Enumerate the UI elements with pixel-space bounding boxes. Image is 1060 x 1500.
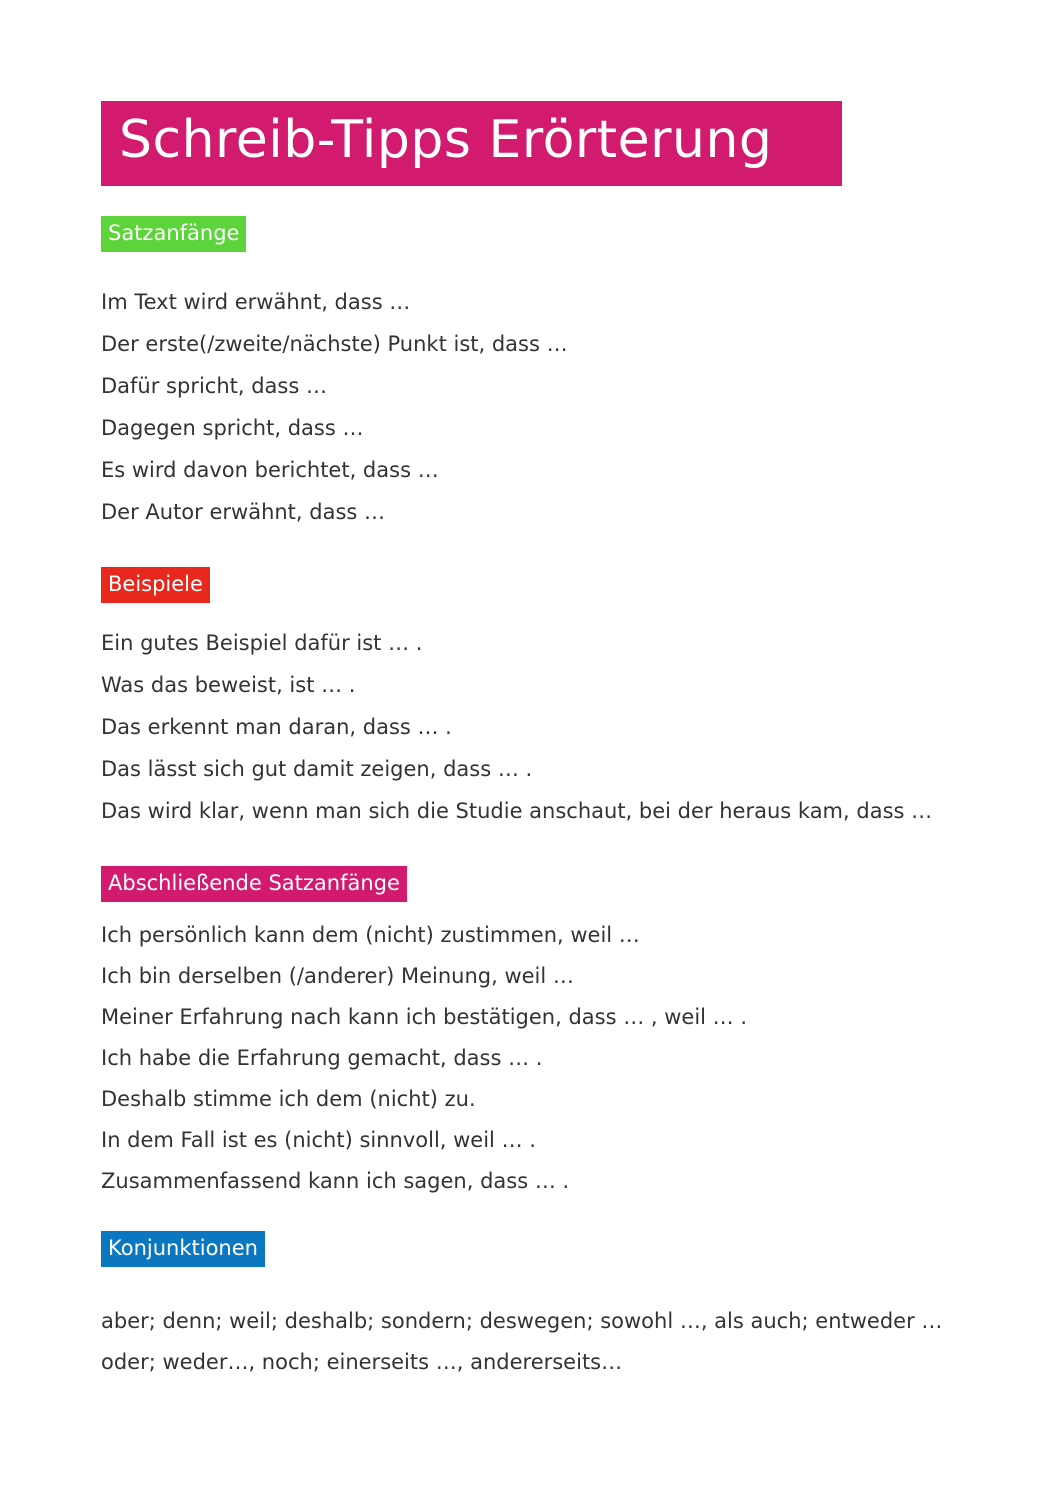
list-item: Der erste(/zweite/nächste) Punkt ist, dass …	[101, 332, 568, 356]
list-satzanfaenge	[101, 281, 981, 533]
konjunktionen-text: aber; denn; weil; deshalb; sondern; deswegen; sowohl …, als auch; entweder … oder; weder…, noch; einerseits …, andererseits…	[101, 1309, 943, 1374]
list-item: Der Autor erwähnt, dass …	[101, 500, 386, 524]
list-item: Meiner Erfahrung nach kann ich bestätigen, dass … , weil … .	[101, 1005, 748, 1029]
list-item: Dagegen spricht, dass …	[101, 416, 364, 440]
heading-satzanfaenge: Satzanfänge	[101, 216, 246, 252]
list-item: In dem Fall ist es (nicht) sinnvoll, weil … .	[101, 1128, 536, 1152]
list-abschliessende-satzanfaenge	[101, 915, 981, 1202]
list-item: Das erkennt man daran, dass … .	[101, 715, 452, 739]
list-item: Es wird davon berichtet, dass …	[101, 458, 439, 482]
list-item: Ich persönlich kann dem (nicht) zustimmen, weil …	[101, 923, 640, 947]
list-item: Dafür spricht, dass …	[101, 374, 327, 398]
list-item: Das lässt sich gut damit zeigen, dass … .	[101, 757, 533, 781]
list-item: Deshalb stimme ich dem (nicht) zu.	[101, 1087, 476, 1111]
list-item: Ich bin derselben (/anderer) Meinung, weil …	[101, 964, 574, 988]
page-title: Schreib-Tipps Erörterung	[101, 101, 842, 186]
list-item: Im Text wird erwähnt, dass …	[101, 290, 411, 314]
heading-abschliessende-satzanfaenge: Abschließende Satzanfänge	[101, 866, 407, 902]
list-item: Das wird klar, wenn man sich die Studie anschaut, bei der heraus kam, dass …	[101, 799, 933, 823]
list-item: Zusammenfassend kann ich sagen, dass … .	[101, 1169, 570, 1193]
heading-beispiele: Beispiele	[101, 567, 210, 603]
list-item: Was das beweist, ist … .	[101, 673, 356, 697]
list-item: Ich habe die Erfahrung gemacht, dass … .	[101, 1046, 543, 1070]
list-item: Ein gutes Beispiel dafür ist … .	[101, 631, 423, 655]
list-beispiele	[101, 622, 981, 832]
heading-konjunktionen: Konjunktionen	[101, 1231, 265, 1267]
